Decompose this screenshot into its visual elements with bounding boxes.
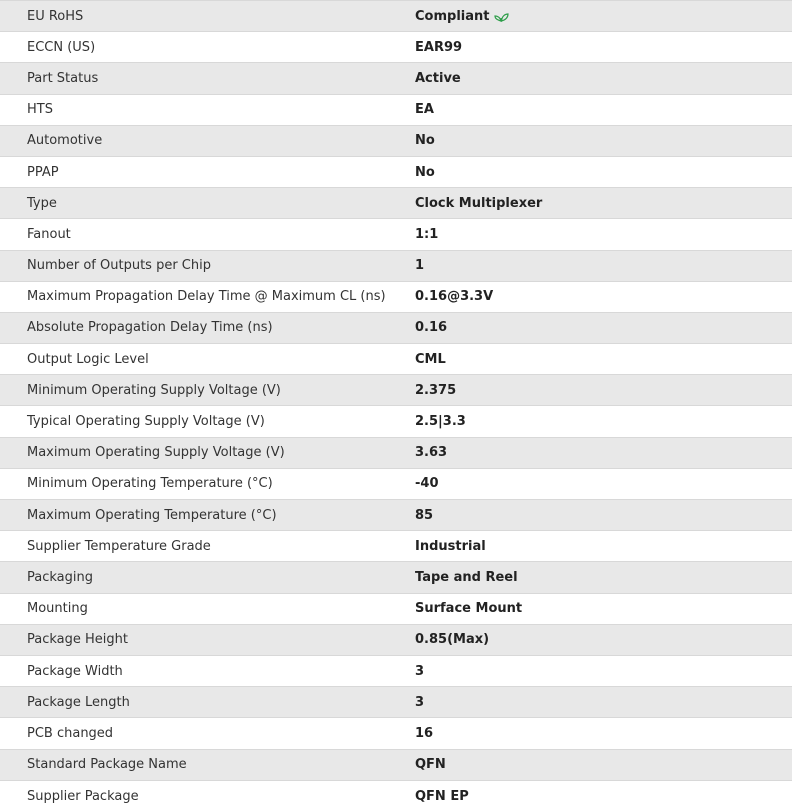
spec-value: 3 xyxy=(415,663,425,679)
spec-value-cell xyxy=(415,500,792,531)
spec-value: EA xyxy=(415,102,434,118)
spec-value: 2.375 xyxy=(415,382,457,398)
spec-label: Minimum Operating Temperature (°C) xyxy=(27,476,273,492)
spec-value-cell xyxy=(415,437,792,468)
spec-label: Standard Package Name xyxy=(0,749,415,780)
spec-row xyxy=(0,437,792,468)
spec-value: 3.63 xyxy=(415,445,448,461)
spec-row xyxy=(0,687,792,718)
spec-value: Surface Mount xyxy=(415,601,523,617)
spec-row xyxy=(0,32,792,63)
spec-value-cell xyxy=(415,219,792,250)
spec-label: Packaging xyxy=(0,562,415,593)
spec-value: -40 xyxy=(415,476,439,492)
spec-value-cell xyxy=(415,250,792,281)
spec-label: Maximum Propagation Delay Time @ Maximum CL (ns) xyxy=(27,289,386,305)
spec-value-cell xyxy=(415,375,792,406)
spec-label: EU RoHS xyxy=(0,1,415,32)
spec-value: Tape and Reel xyxy=(415,569,518,585)
spec-value-cell xyxy=(415,531,792,562)
spec-value: 85 xyxy=(415,507,434,523)
spec-table-body xyxy=(0,1,792,808)
spec-row xyxy=(0,718,792,749)
spec-value-cell xyxy=(415,125,792,156)
spec-value: Clock Multiplexer xyxy=(415,195,543,211)
spec-label: Maximum Operating Supply Voltage (V) xyxy=(0,437,415,468)
spec-label: Fanout xyxy=(27,226,71,242)
spec-label: Typical Operating Supply Voltage (V) xyxy=(27,414,265,430)
spec-value: 0.16 xyxy=(415,320,448,336)
spec-label: Part Status xyxy=(0,63,415,94)
spec-value: Active xyxy=(415,70,461,86)
spec-row xyxy=(0,375,792,406)
spec-label: Automotive xyxy=(0,125,415,156)
spec-label: Package Height xyxy=(0,624,415,655)
spec-row xyxy=(0,250,792,281)
spec-value: Compliant xyxy=(415,8,490,24)
spec-value-cell xyxy=(415,406,792,437)
spec-value: EAR99 xyxy=(415,39,463,55)
spec-value-cell xyxy=(415,718,792,749)
spec-row xyxy=(0,655,792,686)
spec-row xyxy=(0,188,792,219)
spec-value-cell xyxy=(415,188,792,219)
spec-value-cell xyxy=(415,94,792,125)
spec-label: Maximum Operating Temperature (°C) xyxy=(0,500,415,531)
spec-value-cell xyxy=(415,344,792,375)
spec-value-cell xyxy=(415,562,792,593)
spec-label: PCB changed xyxy=(27,725,114,741)
spec-value: CML xyxy=(415,351,446,367)
spec-row xyxy=(0,63,792,94)
spec-label: Package Width xyxy=(27,663,123,679)
spec-value: 1 xyxy=(415,258,425,274)
spec-value: 0.16@3.3V xyxy=(415,289,494,305)
spec-value-cell xyxy=(415,281,792,312)
spec-value-cell xyxy=(415,687,792,718)
spec-row xyxy=(0,468,792,499)
spec-row xyxy=(0,624,792,655)
spec-value: Industrial xyxy=(415,538,486,554)
spec-row xyxy=(0,593,792,624)
spec-value-cell xyxy=(415,32,792,63)
spec-label: Type xyxy=(0,188,415,219)
spec-label: Supplier Temperature Grade xyxy=(27,538,211,554)
spec-value-cell xyxy=(415,624,792,655)
spec-row xyxy=(0,406,792,437)
spec-row xyxy=(0,219,792,250)
spec-value-cell xyxy=(415,655,792,686)
spec-row xyxy=(0,125,792,156)
spec-label: PPAP xyxy=(27,164,59,180)
spec-label: Mounting xyxy=(27,601,88,617)
spec-label: Supplier Package xyxy=(27,788,139,804)
spec-row xyxy=(0,749,792,780)
leaf-icon xyxy=(494,10,509,22)
spec-row xyxy=(0,94,792,125)
spec-row xyxy=(0,500,792,531)
spec-label: Package Length xyxy=(0,687,415,718)
spec-row xyxy=(0,281,792,312)
spec-value-cell xyxy=(415,780,792,808)
spec-row xyxy=(0,531,792,562)
spec-row xyxy=(0,1,792,32)
spec-label: Minimum Operating Supply Voltage (V) xyxy=(0,375,415,406)
spec-value-cell xyxy=(415,468,792,499)
spec-row xyxy=(0,562,792,593)
spec-row xyxy=(0,156,792,187)
spec-row xyxy=(0,312,792,343)
spec-value: 0.85(Max) xyxy=(415,632,490,648)
spec-value-cell xyxy=(415,1,792,32)
spec-value: 1:1 xyxy=(415,226,439,242)
spec-row xyxy=(0,344,792,375)
spec-label: Output Logic Level xyxy=(27,351,149,367)
spec-value-cell xyxy=(415,593,792,624)
spec-value-cell xyxy=(415,156,792,187)
spec-label: HTS xyxy=(27,102,53,118)
spec-value: 16 xyxy=(415,725,434,741)
spec-value: QFN xyxy=(415,757,446,773)
spec-value: 2.5|3.3 xyxy=(415,414,466,430)
spec-label: ECCN (US) xyxy=(27,39,96,55)
spec-value: 3 xyxy=(415,694,425,710)
spec-value: No xyxy=(415,164,435,180)
spec-value: No xyxy=(415,133,435,149)
spec-row xyxy=(0,780,792,808)
spec-value-cell xyxy=(415,312,792,343)
spec-value-cell xyxy=(415,63,792,94)
spec-value-cell xyxy=(415,749,792,780)
spec-label: Number of Outputs per Chip xyxy=(0,250,415,281)
spec-label: Absolute Propagation Delay Time (ns) xyxy=(0,312,415,343)
spec-value: QFN EP xyxy=(415,788,469,804)
